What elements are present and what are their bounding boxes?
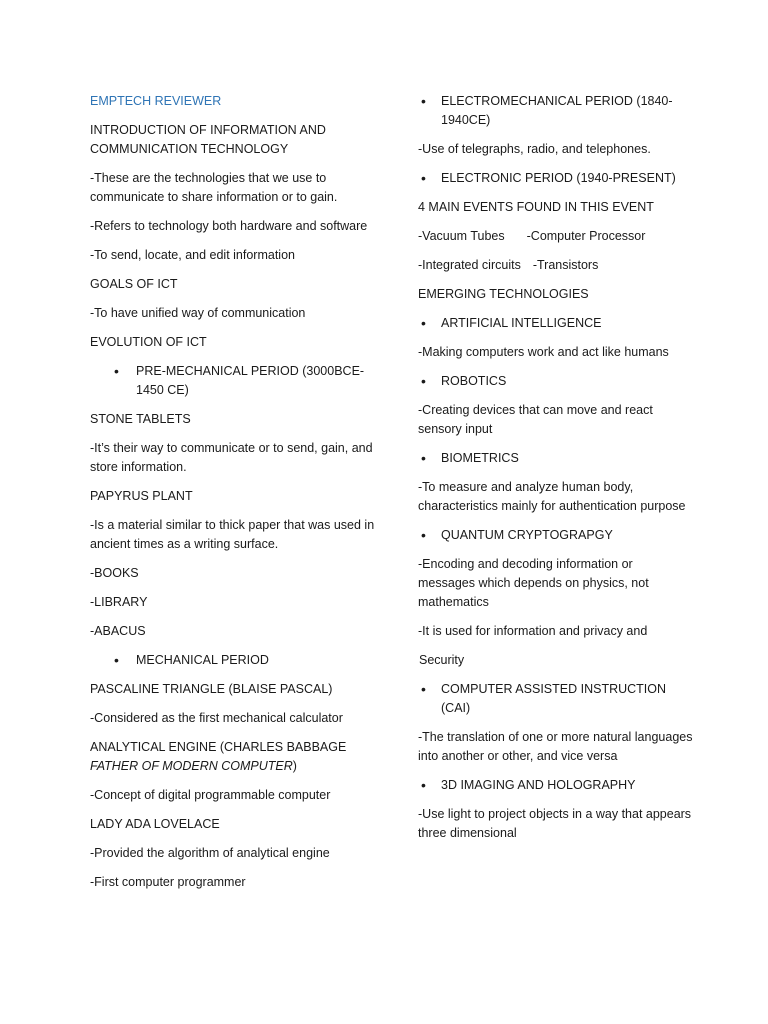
bullet-icon: • [421,170,426,186]
bullet-imaging [418,776,693,795]
bullet-electronic [418,169,693,188]
ada-lovelace-paragraph-1: -Provided the algorithm of analytical engine [90,846,330,860]
bullet-icon: • [421,315,426,331]
bullet-text: ELECTRONIC PERIOD (1940-PRESENT) [441,171,676,185]
bullet-cai [418,680,693,718]
document-title: EMPTECH REVIEWER [90,94,222,108]
goals-paragraph: -To have unified way of communication [90,306,306,320]
bullet-icon: • [421,373,426,389]
stone-tablets-heading: STONE TABLETS [90,412,191,426]
papyrus-paragraph: -Is a material similar to thick paper that was used in ancient times as a writing surface. [90,518,375,551]
bullet-icon: • [421,681,426,697]
event-computer-processor: -Computer Processor [526,229,646,243]
bullet-mechanical [90,651,375,670]
bullet-text: ELECTROMECHANICAL PERIOD (1840-1940CE) [441,94,673,127]
bullet-pre-mechanical [90,362,375,400]
stone-tablets-paragraph: -It’s their way to communicate or to send, gain, and store information. [90,441,373,474]
event-integrated-circuits: -Integrated circuits [418,258,521,272]
event-transistors: -Transistors [532,258,599,272]
evolution-heading: EVOLUTION OF ICT [90,335,207,349]
bullet-text: PRE-MECHANICAL PERIOD (3000BCE-1450 CE) [136,364,365,397]
bullet-electromechanical [418,92,693,130]
emerging-heading: EMERGING TECHNOLOGIES [418,287,589,301]
analytical-engine-heading [90,738,375,776]
bullet-text: COMPUTER ASSISTED INSTRUCTION (CAI) [441,682,667,715]
quantum-paragraph-2: -It is used for information and privacy and [418,624,648,638]
bullet-robotics [418,372,693,391]
abacus-item: -ABACUS [90,624,146,638]
quantum-paragraph-3: Security [419,653,465,667]
right-column [418,92,693,853]
quantum-paragraph-1: -Encoding and decoding information or messages which depends on physics, not mathematics [418,557,649,609]
events-heading: 4 MAIN EVENTS FOUND IN THIS EVENT [418,200,654,214]
bullet-text: BIOMETRICS [441,451,519,465]
analytical-engine-paragraph: -Concept of digital programmable computer [90,788,331,802]
bullet-text: QUANTUM CRYPTOGRAPGY [441,528,613,542]
ada-lovelace-paragraph-2: -First computer programmer [90,875,246,889]
bullet-text: ROBOTICS [441,374,507,388]
cai-paragraph: -The translation of one or more natural languages into another or other, and vice versa [418,730,693,763]
bullet-icon: • [421,450,426,466]
left-column [90,92,375,902]
library-item: -LIBRARY [90,595,148,609]
bullet-text: MECHANICAL PERIOD [136,653,269,667]
bullet-biometrics [418,449,693,468]
bullet-icon: • [114,363,119,379]
event-vacuum-tubes: -Vacuum Tubes [418,229,505,243]
ai-paragraph: -Making computers work and act like humans [418,345,669,359]
bullet-icon: • [421,93,426,109]
biometrics-paragraph: -To measure and analyze human body, characteristics mainly for authentication purpose [418,480,686,513]
bullet-icon: • [114,652,119,668]
robotics-paragraph: -Creating devices that can move and react sensory input [418,403,653,436]
events-row-2 [418,256,693,275]
intro-paragraph-1: -These are the technologies that we use to communicate to share information or to gain. [90,171,338,204]
analytical-prefix: ANALYTICAL ENGINE (CHARLES BABBAGE [90,740,347,754]
bullet-text: ARTIFICIAL INTELLIGENCE [441,316,602,330]
analytical-italic: FATHER OF MODERN COMPUTER [90,759,293,773]
events-row-1 [418,227,693,246]
ada-lovelace-heading: LADY ADA LOVELACE [90,817,220,831]
bullet-icon: • [421,777,426,793]
pascaline-paragraph: -Considered as the first mechanical calculator [90,711,343,725]
bullet-ai [418,314,693,333]
bullet-icon: • [421,527,426,543]
pascaline-heading: PASCALINE TRIANGLE (BLAISE PASCAL) [90,682,333,696]
imaging-paragraph: -Use light to project objects in a way that appears three dimensional [418,807,692,840]
intro-paragraph-2: -Refers to technology both hardware and software [90,219,368,233]
bullet-text: 3D IMAGING AND HOLOGRAPHY [441,778,636,792]
bullet-quantum [418,526,693,545]
goals-heading: GOALS OF ICT [90,277,178,291]
papyrus-heading: PAPYRUS PLANT [90,489,193,503]
intro-heading: INTRODUCTION OF INFORMATION AND COMMUNICATION TECHNOLOGY [90,123,326,156]
books-item: -BOOKS [90,566,139,580]
electromechanical-paragraph: -Use of telegraphs, radio, and telephones. [418,142,651,156]
intro-paragraph-3: -To send, locate, and edit information [90,248,295,262]
analytical-suffix: ) [292,759,297,773]
